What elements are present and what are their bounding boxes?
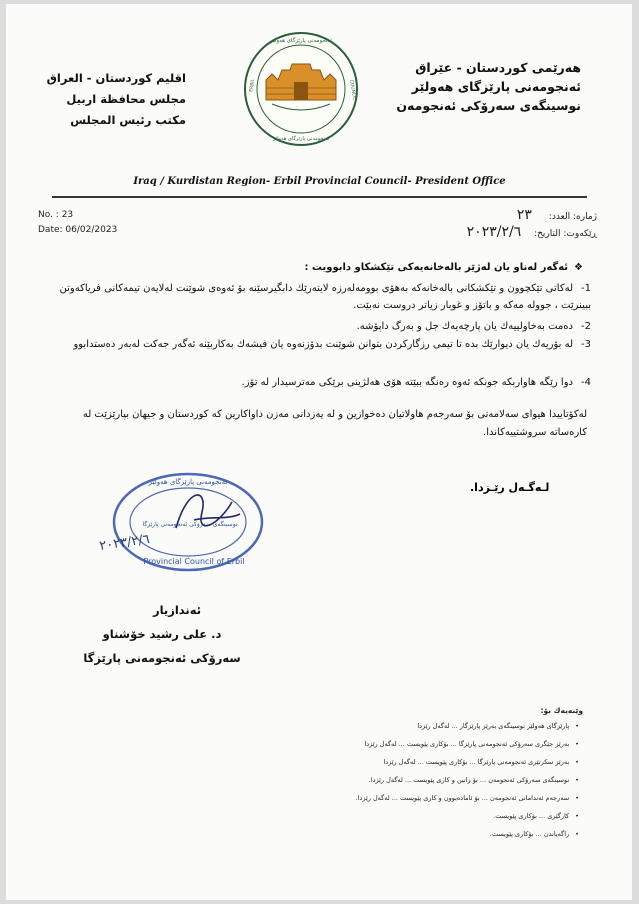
bullet-icon: • [575, 830, 579, 838]
closing-paragraph: لەکۆتاییدا هیوای سەلامەتی بۆ سەرجەم هاولاتیان دەخوازین و لە یەزدانی مەزن داواکارین کە کوردستان و جیهان بپارێزێت لە کارەساتە سروشتییەکاندا. [82, 409, 587, 438]
stamp-inner-text: نوسینگەی سەرۆکی ئەنجومەنی پارێزگا [142, 521, 238, 528]
cc-heading: وێنەیەك بۆ: [540, 706, 583, 715]
date-handwritten: ٢٠٢٣/٢/٦ [466, 224, 522, 240]
number-handwritten: ٢٣ [516, 207, 532, 223]
bullet-icon: • [575, 812, 579, 820]
seal-bottom-text: ئەنجومەنی پارێزگای هەولێر [272, 136, 330, 142]
header-divider [52, 196, 587, 198]
list-item-number: 4- [581, 377, 591, 388]
header-arabic-line-1: اقليم كوردستان - العراق [46, 71, 186, 85]
cc-item [490, 826, 579, 842]
header-kurdish-line-1: هەرێمی کوردستان - عێراق [415, 60, 581, 75]
signer-role: ئەندازیار [152, 603, 202, 617]
intro-line [304, 262, 583, 273]
date-label-rtl: ڕێکەوت: التاريخ: [534, 229, 597, 239]
header-kurdish [396, 58, 581, 115]
diamond-bullet-icon: ❖ [574, 262, 583, 273]
bullet-icon: • [575, 758, 579, 766]
reference-rtl [467, 208, 597, 242]
bullet-icon: • [575, 794, 579, 802]
stamp-english-text: Provincial Council of Erbil [143, 557, 245, 566]
regards-text: لـەگـەل رێـزدا. [470, 481, 550, 494]
english-title: Iraq / Kurdistan Region- Erbil Provincial Council- President Office [133, 176, 506, 187]
list-item-number: 2- [581, 321, 591, 332]
header-arabic-line-2: مجلس محافظة اربيل [66, 92, 186, 106]
official-stamp [98, 466, 266, 590]
seal-side-left: ERBIL [249, 78, 257, 93]
bullet-icon: • [575, 776, 579, 784]
list-item-text: دەمت بەخاولییەك یان پارچەیەك جل و بەرگ داپۆشە. [356, 321, 573, 332]
cc-item [417, 718, 579, 734]
reference-english [38, 208, 117, 238]
seal-top-text: ئەنجومەنی پارێزگای هەولێر [270, 38, 332, 44]
council-seal-logo [242, 30, 360, 148]
signer-title: سەرۆکی ئەنجومەنی پارێزگا [83, 651, 241, 665]
list-item-text: لە بۆریەك یان دیوارێك بدە تا تیمی رزگارکردن بتوانن شوێنت بدۆزنەوە یان فیشەك بەکاربێنە ئەگەر جەکت لەبەر دەستدابوو [73, 339, 573, 350]
list-item-number: 3- [581, 339, 591, 350]
intro-text: ئەگەر لەناو یان لەژێر بالەخانەیەکی تێکشکاو دابوویت : [304, 262, 569, 273]
seal-side-right: COUNCIL [348, 79, 357, 101]
list-item-text: لەکاتی تێکچوون و تێکشکانی بالەخانەکە بەهۆی بوومەلەرزە لایتەرێك دابگیرسێنە بۆ ئەوەی شوێنت لەلایەن تیمەکانی فریاکەوتن ببینرێت ، جوولە مەکە و باتۆز و غوبار زیاتر دروست نەبێت. [59, 283, 591, 311]
stamp-handwritten-date: ٢٠٢٣/٢/٦ [98, 532, 151, 554]
stamp-arc-text: ئەنجومەنی پارێزگای هەولێر [148, 478, 228, 486]
cc-item-text: بەرێز جێگری سەرۆکی ئەنجومەنی پارێزگا ... بۆکاری پێویست ... لەگەل رێزدا [364, 740, 570, 748]
cc-item [383, 754, 579, 770]
cc-item-text: بەرێز سکرتێری ئەنجومەنی پارێزگا ... بۆکاری پێویست ... لەگەل رێزدا [383, 758, 570, 766]
bullet-icon: • [575, 740, 579, 748]
cc-item-text: راگەیاندن ... بۆکاری پێویست. [489, 830, 570, 838]
number-label: ژمارە: العدد: [548, 212, 597, 222]
header-arabic-line-3: مكتب رئيس المجلس [70, 113, 186, 127]
reference-number: No. : 23 [38, 210, 74, 220]
cc-item-text: پارێزگای هەولێر نوسینگەی بەرێز پارێزگار ... لەگەل رێزدا [417, 722, 570, 730]
cc-item [493, 808, 579, 824]
list-item-number: 1- [581, 283, 591, 294]
header-kurdish-line-3: نوسینگەی سەرۆکی ئەنجومەن [396, 98, 581, 113]
cc-item [364, 736, 579, 752]
cc-item [369, 772, 579, 788]
bullet-icon: • [575, 722, 579, 730]
list-item [51, 318, 591, 335]
header-kurdish-line-2: ئەنجومەنی پارێزگای هەولێر [411, 79, 581, 94]
cc-item [356, 790, 579, 806]
header-arabic [36, 68, 186, 131]
cc-item-text: سەرجەم ئەندامانی ئەنجومەن ... بۆ ئامادەبوون و کاری پێویست ... لەگەل رێزدا. [355, 794, 570, 802]
list-item [51, 374, 591, 391]
signature-block [62, 598, 262, 670]
signer-name: د. علی رشید خۆشناو [102, 627, 222, 641]
cc-item-text: کارگێری ... بۆکاری پێویست. [493, 812, 570, 820]
reference-date: Date: 06/02/2023 [38, 225, 118, 235]
list-item [51, 336, 591, 353]
cc-item-text: نوسینگەی سەرۆکی ئەنجومەن ... بۆ زانین و کاری پێویست ... لەگەل رێزدا. [368, 776, 570, 784]
list-item-text: دوا رێگە هاواربکە جونکە ئەوە رەنگە ببێتە هۆی هەلژینی برێکی مەترسیدار لە تۆز. [241, 377, 573, 388]
list-item [51, 280, 591, 314]
